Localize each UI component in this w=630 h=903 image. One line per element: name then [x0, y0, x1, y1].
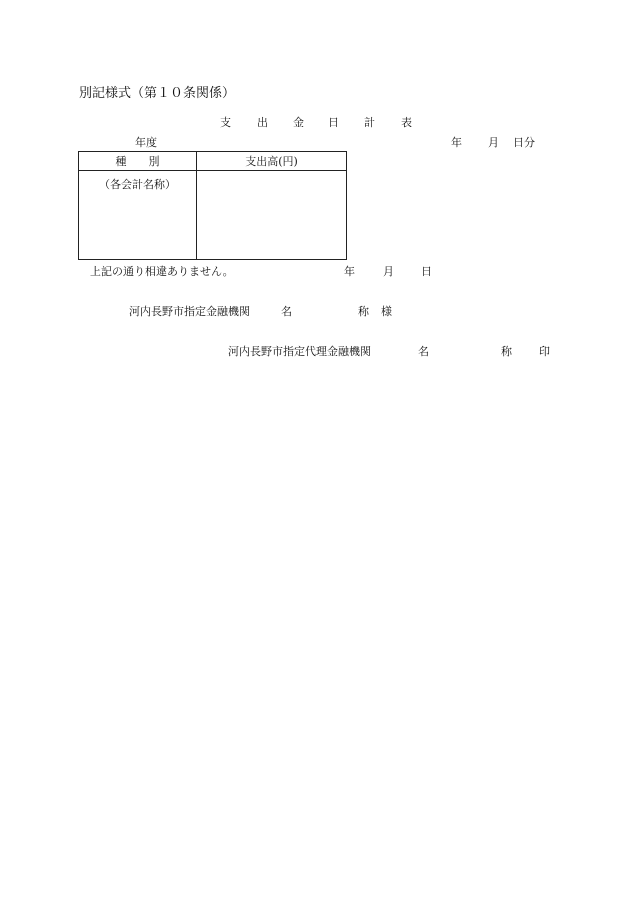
issuer-institution: 河内長野市指定代理金融機関 [228, 345, 371, 358]
fiscal-year-label: 年度 [135, 136, 157, 149]
date-month: 月 [488, 136, 499, 149]
addressee-honorific: 様 [381, 305, 392, 318]
title-char: 出 [257, 116, 268, 129]
column-header-amount: 支出高(円) [197, 152, 347, 171]
addressee-name-label: 名 [281, 305, 292, 318]
certification-year: 年 [344, 265, 355, 278]
table-row [79, 171, 347, 260]
certification-statement: 上記の通り相違ありません。 [90, 265, 234, 278]
date-day-part: 日分 [513, 136, 535, 149]
issuer-name-label: 名 [418, 345, 429, 358]
amount-cell [197, 171, 347, 260]
title-char: 支 [220, 116, 231, 129]
account-name-cell: （各会計名称） [79, 171, 197, 260]
table-header-row [79, 152, 347, 171]
title-char: 計 [364, 116, 375, 129]
addressee-name-label-2: 称 [358, 305, 369, 318]
certification-month: 月 [383, 265, 394, 278]
addressee-institution: 河内長野市指定金融機関 [129, 305, 250, 318]
title-char: 日 [328, 116, 339, 129]
title-char: 金 [293, 116, 304, 129]
form-heading: 別記様式（第１０条関係） [79, 86, 236, 101]
issuer-name-label-2: 称 [501, 345, 512, 358]
column-header-kind: 種 別 [79, 152, 197, 171]
title-char: 表 [401, 116, 412, 129]
expenditure-table [78, 151, 347, 260]
issuer-seal: 印 [539, 345, 550, 358]
certification-day: 日 [421, 265, 432, 278]
date-year: 年 [451, 136, 462, 149]
